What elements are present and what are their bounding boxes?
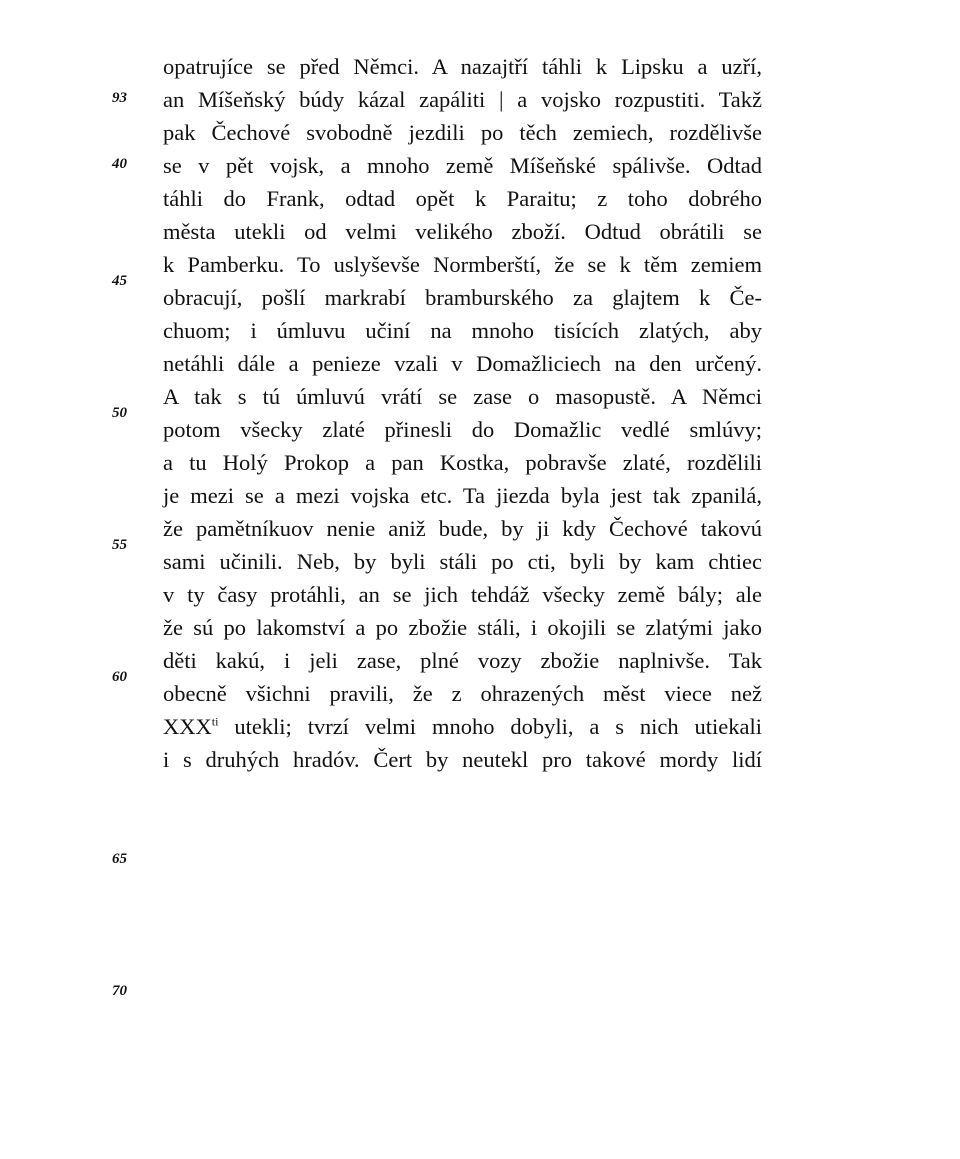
text-line: se v pět vojsk, a mnoho země Míšeňské spálivše. Odtad bbox=[163, 153, 762, 178]
text-line: děti kakú, i jeli zase, plné vozy zbožie naplnivše. Tak bbox=[163, 648, 762, 673]
text-line: táhli do Frank, odtad opět k Paraitu; z toho dobrého bbox=[163, 186, 762, 211]
text-line: v ty časy protáhli, an se jich tehdáž všecky země bály; ale bbox=[163, 582, 762, 607]
text-line: netáhli dále a penieze vzali v Domažliciech na den určený. bbox=[163, 351, 762, 376]
margin-number: 45 bbox=[112, 273, 127, 289]
margin-number: 65 bbox=[112, 851, 127, 867]
margin-number: 60 bbox=[112, 669, 127, 685]
text-line: an Míšeňský búdy kázal zapáliti | a vojsko rozpustiti. Takž bbox=[163, 87, 762, 112]
text-line: opatrujíce se před Němci. A nazajtří táhli k Lipsku a uzří, bbox=[163, 54, 762, 79]
margin-number: 93 bbox=[112, 90, 127, 106]
text-line: města utekli od velmi velikého zboží. Odtud obrátili se bbox=[163, 219, 762, 244]
text-line: potom všecky zlaté přinesli do Domažlic vedlé smlúvy; bbox=[163, 417, 762, 442]
text-line: že pamětníkuov nenie aniž bude, by ji kdy Čechové takovú bbox=[163, 516, 762, 541]
text-line-roman bbox=[163, 710, 762, 743]
text-line: chuom; i úmluvu učiní na mnoho tisících zlatých, aby bbox=[163, 318, 762, 343]
text-line: sami učinili. Neb, by byli stáli po cti, byli by kam chtiec bbox=[163, 549, 762, 574]
text-line: obracují, pošlí markrabí bramburského za glajtem k Če- bbox=[163, 285, 762, 310]
text-line: a tu Holý Prokop a pan Kostka, pobravše zlaté, rozdělili bbox=[163, 450, 762, 475]
text-line: pak Čechové svobodně jezdili po těch zemiech, rozdělivše bbox=[163, 120, 762, 145]
margin-number: 50 bbox=[112, 405, 127, 421]
text-line: je mezi se a mezi vojska etc. Ta jiezda byla jest tak zpanilá, bbox=[163, 483, 762, 508]
margin-number: 70 bbox=[112, 983, 127, 999]
roman-numeral: XXX bbox=[163, 714, 212, 739]
text-line: k Pamberku. To uslyševše Normberští, že se k těm zemiem bbox=[163, 252, 762, 277]
text-line: obecně všichni pravili, že z ohrazených měst viece než bbox=[163, 681, 762, 706]
margin-number: 55 bbox=[112, 537, 127, 553]
text-line: A tak s tú úmluvú vrátí se zase o masopustě. A Němci bbox=[163, 384, 762, 409]
text-line: že sú po lakomství a po zbožie stáli, i okojili se zlatými jako bbox=[163, 615, 762, 640]
margin-number: 40 bbox=[112, 156, 127, 172]
roman-superscript: ti bbox=[211, 714, 219, 729]
text-fragment: utekli; tvrzí velmi mnoho dobyli, a s nich utiekali bbox=[234, 714, 762, 739]
text-line: i s druhých hradóv. Čert by neutekl pro takové mordy lidí bbox=[163, 747, 762, 772]
